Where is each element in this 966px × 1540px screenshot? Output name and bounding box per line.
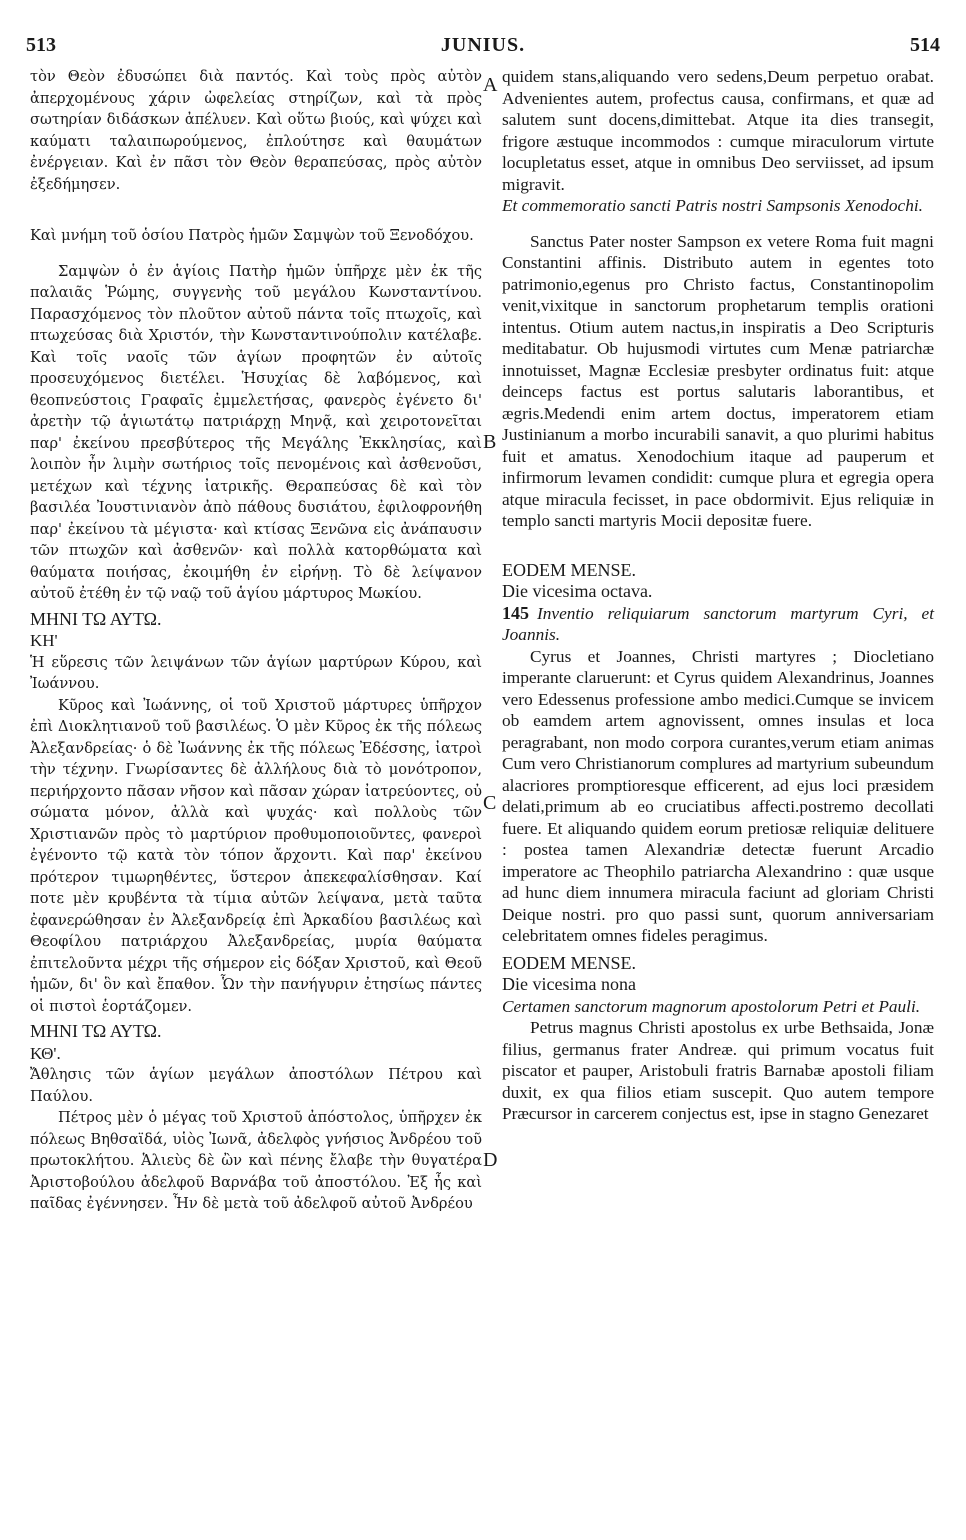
left-page-number: 513 <box>26 34 56 56</box>
right-page-number: 514 <box>910 34 940 56</box>
margin-letter-d: D <box>483 1149 498 1171</box>
margin-letter-b: B <box>483 431 497 453</box>
section-number: 145 <box>502 602 529 623</box>
greek-day-heading-2: ΚΘ'. <box>30 1043 61 1063</box>
latin-month-heading-2: EODEM MENSE. <box>502 952 636 973</box>
greek-month-heading-2: ΜΗΝΙ ΤΩ ΑΥΤΩ. <box>30 1021 162 1041</box>
greek-month-heading-1: ΜΗΝΙ ΤΩ ΑΥΤΩ. <box>30 608 162 629</box>
latin-heading-cyrus-text: Inventio reliquiarum sanctorum martyrum Cyri, et Joannis. <box>502 603 934 644</box>
latin-day-heading-2: Die vicesima nona <box>502 974 636 994</box>
greek-day-heading-1: ΚΗ' <box>30 631 58 650</box>
latin-month-heading-1: EODEM MENSE. <box>502 559 636 580</box>
latin-paragraph-3: Cyrus et Joannes, Christi martyres ; Diocletiano imperante claruerunt: et Cyrus quidem Alexandrinus, Joannes vero Edessenus professione ambo medici.Cumque se invicem ob eamdem artem agnovissent, omnes insulas et loca peragrabant, non modo corpora curantes,verum etiam animas Cum vero Christianorum complures ad martyrium subeundum alacriores promptioresque efficerent, ad ejus loci præsidem delati,primum ab eo cruciatibus affecti.postremo decollati fuere. Et aliquando quidem eorum pretiosæ reliquiæ delituere : postea tamen Alexandriæ detectæ fuerunt Arcadio imperatore ac Theophilo patriarcha Alexandrino : quæ usque ad hunc diem innumera miracula faciunt ad gloriam Christi Deique nostri. pro quo passi sunt, quorum anniversariam celebritatem omnes fideles peragimus. <box>502 646 934 945</box>
greek-paragraph-3: Κῦρος καὶ Ἰωάννης, οἱ τοῦ Χριστοῦ μάρτυρες ὑπῆρχον ἐπὶ Διοκλητιανοῦ τοῦ βασιλέως. Ὁ μὲν Κῦρος ἐκ τῆς πόλεως Ἀλεξανδρείας· ὁ δὲ Ἰωάννης ἐκ τῆς πόλεως Ἐδέσσης, ἰατροὶ τὴν τέχνην. Γνωρίσαντες δὲ ἀλλήλους διὰ τὸ μονότροπον, περιήρχοντο πᾶσαν νῆσον καὶ πᾶσαν χώραν ἰατρεύοντες, οὐ σώματα μόνον, ἀλλὰ καὶ ψυχάς· καὶ πολλοὺς τῶν Χριστιανῶν πρὸς τὸ μαρτύριον προθυμοποιοῦντες, φανεροὶ ἐγένοντο τῷ κατὰ τὸν τόπον ἄρχοντι. Καὶ παρ' ἐκείνου πρότερον τιμωρηθέντες, ὕστερον ἀπεκεφαλίσθησαν. Καί ποτε μὲν κρυβέντα τὰ τίμια αὐτῶν λείψανα, μετὰ ταῦτα ἐφανερώθησαν ἐν Ἀλεξανδρείᾳ ἐπὶ Ἀρκαδίου βασιλέως καὶ Θεοφίλου πατριάρχου Ἀλεξανδρείας, μυρία θαύματα ἐπιτελοῦντα μέχρι τῆς σήμερον εἰς δόξαν Χριστοῦ, καὶ Θεοῦ ἡμῶν, δι' ὃν καὶ ἔπαθον. Ὧν τὴν πανήγυριν ἐτησίως πάντες οἱ πιστοὶ ἑορτάζομεν. <box>30 696 482 1015</box>
latin-column <box>502 66 934 1125</box>
greek-paragraph-1: τὸν Θεὸν ἐδυσώπει διὰ παντός. Καὶ τοὺς πρὸς αὐτὸν ἀπερχομένους χάριν ὠφελείας στηρίζων, καὶ τὰ πρὸς σωτηρίαν διδάσκων ἀπέλυεν. Καὶ οὕτω βιούς, καὶ ψύχει καὶ καύματι ταλαιπωρούμενος, ἐπλούτησε καὶ θαυμάτων ἐνέργειαν. Καὶ ἐν πᾶσι τὸν Θεὸν θεραπεύσας, πρὸς αὐτὸν ἐξεδήμησεν. <box>30 68 482 193</box>
greek-paragraph-2: Σαμψὼν ὁ ἐν ἁγίοις Πατὴρ ἡμῶν ὑπῆρχε μὲν ἐκ τῆς παλαιᾶς Ῥώμης, συγγενὴς τοῦ μεγάλου Κωνσταντίνου. Παρασχόμενος τὸν πλοῦτον αὐτοῦ πάντα τοῖς πτωχοῖς, καὶ πτωχεύσας διὰ Χριστόν, τὴν Κωνσταντινούπολιν κατέλαβε. Καὶ τοῖς ναοῖς τῶν ἁγίων προφητῶν ἐν αὐτοῖς προσευχόμενος διετέλει. Ἡσυχίας δὲ λαβόμενος, καὶ θεοπνεύστοις Γραφαῖς ἐμμελετήσας, φανερὸς ἐγένετο δι' ἀρετὴν τῷ ἁγιωτάτῳ πατριάρχῃ Μηνᾷ, καὶ χειροτονεῖται παρ' ἐκείνου πρεσβύτερος τῆς Μεγάλης Ἐκκλησίας, καὶ λοιπὸν ἦν λιμὴν σωτήριος τοῖς πενομένοις καὶ ἀσθενοῦσι, μετέχων καὶ τέχνης ἰατρικῆς. Θεραπεύσας δὲ καὶ τὸν βασιλέα Ἰουστινιανὸν ἀπὸ πάθους δυσιάτου, ἐφιλοφρονήθη παρ' ἐκείνου τὰ μέγιστα· καὶ κτίσας Ξενῶνα εἰς ἀνάπαυσιν τῶν πτωχῶν καὶ ἀσθενῶν· καὶ πολλὰ κατορθώματα καὶ θαύματα ποιήσας, ἐκοιμήθη ἐν εἰρήνῃ. Τὸ δὲ λείψανον αὐτοῦ ἐτέθη ἐν τῷ ναῷ τοῦ ἁγίου μάρτυρος Μωκίου. <box>30 262 482 602</box>
greek-column <box>30 66 482 1215</box>
latin-heading-cyrus <box>502 603 934 646</box>
margin-letter-c: C <box>483 792 497 814</box>
greek-heading-cyrus: Ἡ εὕρεσις τῶν λειψάνων τῶν ἁγίων μαρτύρων Κύρου, καὶ Ἰωάννου. <box>30 653 482 692</box>
latin-day-heading-1: Die vicesima octava. <box>502 581 653 601</box>
margin-letter-a: A <box>483 74 498 96</box>
greek-heading-peter-paul: Ἄθλησις τῶν ἁγίων μεγάλων ἀποστόλων Πέτρου καὶ Παύλου. <box>30 1066 482 1105</box>
greek-paragraph-4: Πέτρος μὲν ὁ μέγας τοῦ Χριστοῦ ἀπόστολος, ὑπῆρχεν ἐκ πόλεως Βηθσαϊδά, υἱὸς Ἰωνᾶ, ἀδελφὸς γνήσιος Ἀνδρέου τοῦ πρωτοκλήτου. Ἁλιεὺς δὲ ὢν καὶ πένης ἔλαβε τὴν θυγατέρα Ἀριστοβούλου ἀδελφοῦ Βαρνάβα τοῦ ἀποστόλου. Ἐξ ἧς καὶ παῖδας ἐγέννησεν. Ἦν δὲ μετὰ τοῦ ἀδελφοῦ αὐτοῦ Ἀνδρέου <box>30 1109 482 1212</box>
running-title: JUNIUS. <box>440 34 526 56</box>
latin-paragraph-1: quidem stans,aliquando vero sedens,Deum perpetuo orabat. Advenientes autem, profectus causa, confirmans, et quæ ad salutem sunt docens,dimittebat. Atque ita dies transegit, frigore æstuque incommodos : cumque miraculorum virtute locupletatus esset, atque in omnibus Deo serviisset, ad ipsum migravit. <box>502 67 934 194</box>
latin-paragraph-4: Petrus magnus Christi apostolus ex urbe Bethsaida, Jonæ filius, germanus frater Andreæ. qui primum vocatus fuit piscator et pauper, Aristobuli fratris Barnabæ apostoli filiam duxit, ex qua filios etiam suscepit. Quo autem tempore Præcursor in carcerem conjectus est, ipse in stagno Genezaret <box>502 1018 934 1123</box>
latin-paragraph-2: Sanctus Pater noster Sampson ex vetere Roma fuit magni Constantini affinis. Distributo autem in egentes toto patrimonio,egenus pro Christo factus, Constantinopolim venit,vixitque in sanctorum prophetarum templis orationi intentus. Otium autem nactus,in inspiratis a Deo Scripturis meditabatur. Ob hujusmodi virtutes cum Menæ patriarchæ innotuisset, Magnæ Ecclesiæ presbyter ordinatus fuit: atque deinceps factus est portus salutaris laborantibus, et ægris.Medendi enim artem doctus, imperatorem etiam Justinianum a morbo incurabili sanavit, a quo plurimi habitus fuit et amatus. Xenodochium itaque ad pauperum et infirmorum levamen condidit: cumque plura et egregia opera atque miracula fecisset, in pace obdormivit. Ejus reliquiæ in templo sancti martyris Mocii depositæ fuere. <box>502 231 934 530</box>
greek-heading-sampson: Καὶ μνήμη τοῦ ὁσίου Πατρὸς ἡμῶν Σαμψὼν τοῦ Ξενοδόχου. <box>30 227 474 244</box>
latin-heading-peter-paul: Certamen sanctorum magnorum apostolorum Petri et Pauli. <box>502 996 921 1016</box>
page-header <box>26 34 940 60</box>
latin-heading-sampson: Et commemoratio sancti Patris nostri Sampsonis Xenodochi. <box>502 196 923 215</box>
